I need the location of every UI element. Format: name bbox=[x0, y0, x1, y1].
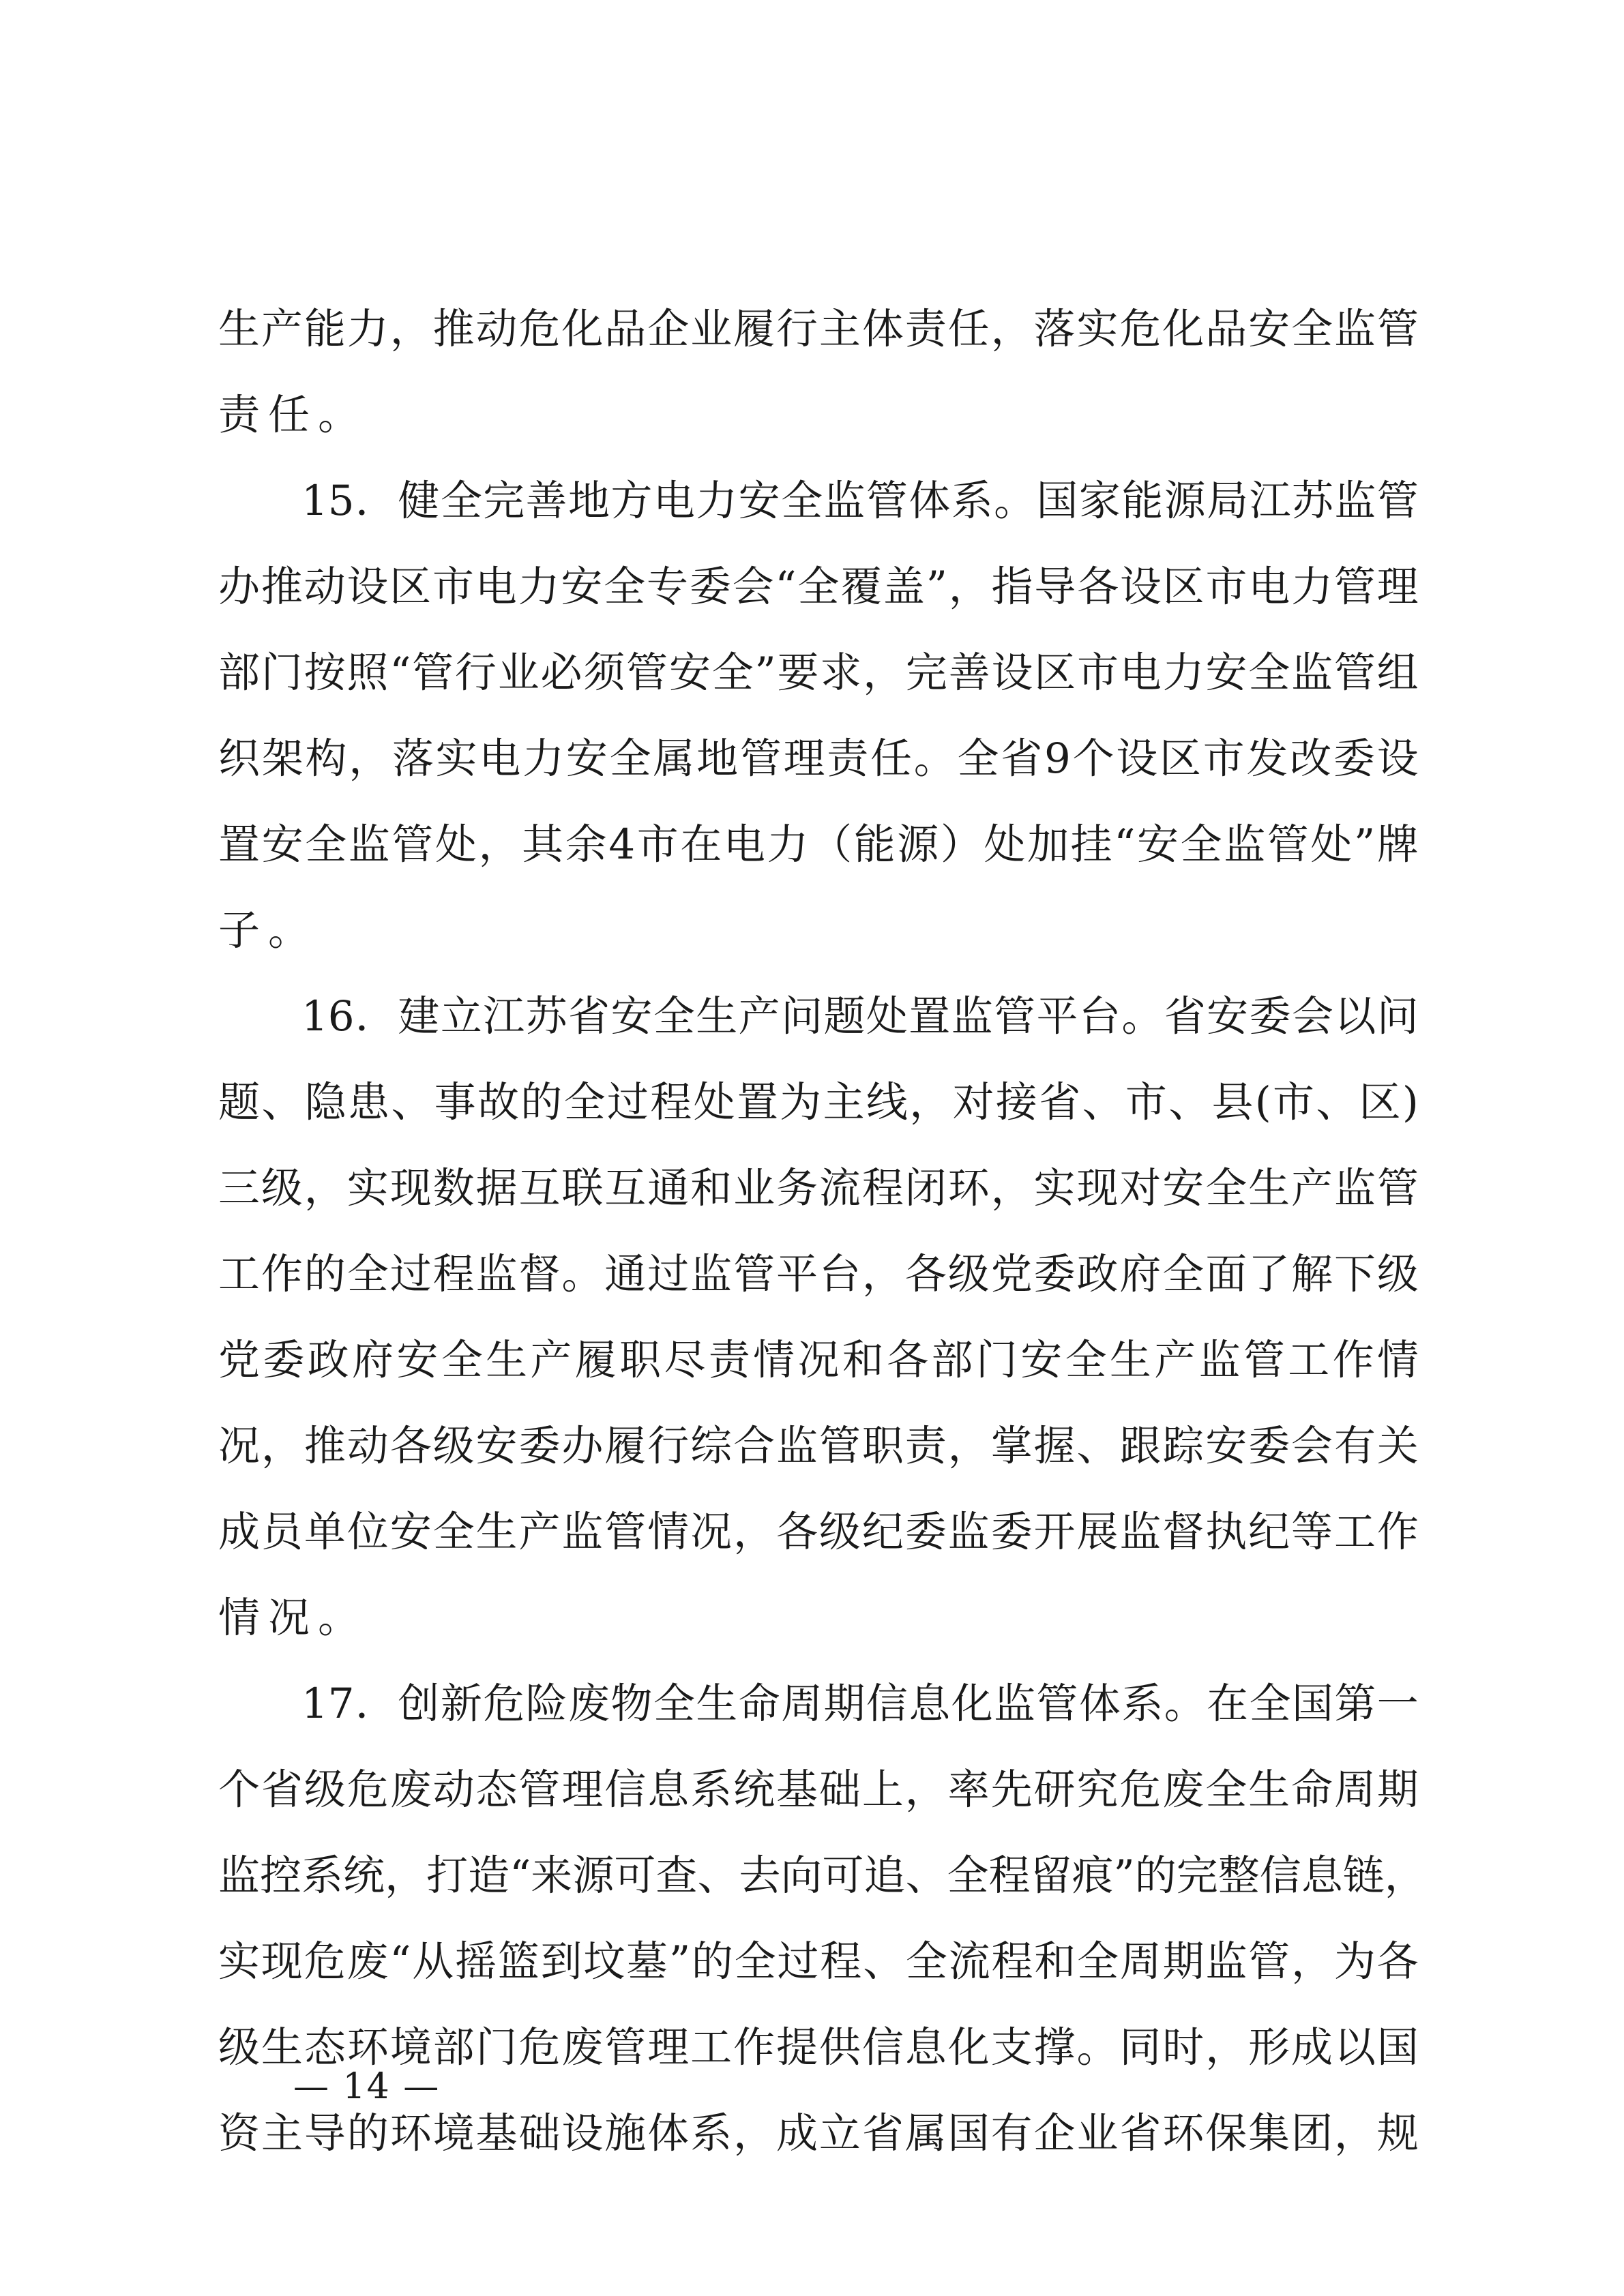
text-line: 办 推 动 设 区 市 电 力 安 全 专 委 会 “ 全 覆 盖 ” ， 指 导 各 设 区 市 电 力 管 理 bbox=[218, 563, 1419, 611]
text-line: 子 。 bbox=[218, 906, 310, 955]
text-line: 织 架 构 ， 落 实 电 力 安 全 属 地 管 理 责 任 。 全 省 9 个 设 区 市 发 改 委 设 bbox=[218, 734, 1419, 783]
text-line: 部 门 按 照 “ 管 行 业 必 须 管 安 全 ” 要 求 ， 完 善 设 区 市 电 力 安 全 监 管 组 bbox=[218, 648, 1419, 697]
text-line: 资 主 导 的 环 境 基 础 设 施 体 系 ， 成 立 省 属 国 有 企 业 省 环 保 集 团 ， 规 bbox=[218, 2109, 1419, 2158]
page-number: — 14 — bbox=[293, 2066, 441, 2107]
text-line: 责 任 。 bbox=[218, 391, 360, 439]
document-body bbox=[218, 286, 1426, 2177]
text-line: 党 委 政 府 安 全 生 产 履 职 尽 责 情 况 和 各 部 门 安 全 生 产 监 管 工 作 情 bbox=[218, 1336, 1419, 1384]
text-line: 生 产 能 力 ， 推 动 危 化 品 企 业 履 行 主 体 责 任 ， 落 实 危 化 品 安 全 监 管 bbox=[218, 305, 1419, 353]
text-line: 17 ． 创 新 危 险 废 物 全 生 命 周 期 信 息 化 监 管 体 系 。 在 全 国 第 一 bbox=[301, 1680, 1419, 1728]
text-line: 情 况 。 bbox=[218, 1594, 360, 1642]
text-line: 况 ， 推 动 各 级 安 委 办 履 行 综 合 监 管 职 责 ， 掌 握 、 跟 踪 安 委 会 有 关 bbox=[218, 1422, 1419, 1470]
text-line: 置 安 全 监 管 处 ， 其 余 4 市 在 电 力 （ 能 源 ） 处 加 挂 “ 安 全 监 管 处 ” 牌 bbox=[218, 820, 1419, 869]
text-line: 成 员 单 位 安 全 生 产 监 管 情 况 ， 各 级 纪 委 监 委 开 展 监 督 执 纪 等 工 作 bbox=[218, 1508, 1419, 1556]
text-line: 监 控 系 统 ， 打 造 “ 来 源 可 查 、 去 向 可 追 、 全 程 留 痕 ” 的 完 整 信 息 链 ， bbox=[218, 1851, 1426, 1900]
text-line: 16 ． 建 立 江 苏 省 安 全 生 产 问 题 处 置 监 管 平 台 。 省 安 委 会 以 问 bbox=[301, 992, 1419, 1041]
text-line: 实 现 危 废 “ 从 摇 篮 到 坟 墓 ” 的 全 过 程 、 全 流 程 和 全 周 期 监 管 ， 为 各 bbox=[218, 1937, 1419, 1986]
text-line: 题 、 隐 患 、 事 故 的 全 过 程 处 置 为 主 线 ， 对 接 省 、 市 、 县 ( 市 、 区 ) bbox=[218, 1078, 1419, 1127]
text-line: 15 ． 健 全 完 善 地 方 电 力 安 全 监 管 体 系 。 国 家 能 源 局 江 苏 监 管 bbox=[301, 477, 1419, 525]
text-line: 级 生 态 环 境 部 门 危 废 管 理 工 作 提 供 信 息 化 支 撑 。 同 时 ， 形 成 以 国 bbox=[218, 2023, 1419, 2072]
text-line: 三 级 ， 实 现 数 据 互 联 互 通 和 业 务 流 程 闭 环 ， 实 现 对 安 全 生 产 监 管 bbox=[218, 1164, 1419, 1212]
text-line: 个 省 级 危 废 动 态 管 理 信 息 系 统 基 础 上 ， 率 先 研 究 危 废 全 生 命 周 期 bbox=[218, 1765, 1419, 1814]
text-line: 工 作 的 全 过 程 监 督 。 通 过 监 管 平 台 ， 各 级 党 委 政 府 全 面 了 解 下 级 bbox=[218, 1250, 1419, 1298]
